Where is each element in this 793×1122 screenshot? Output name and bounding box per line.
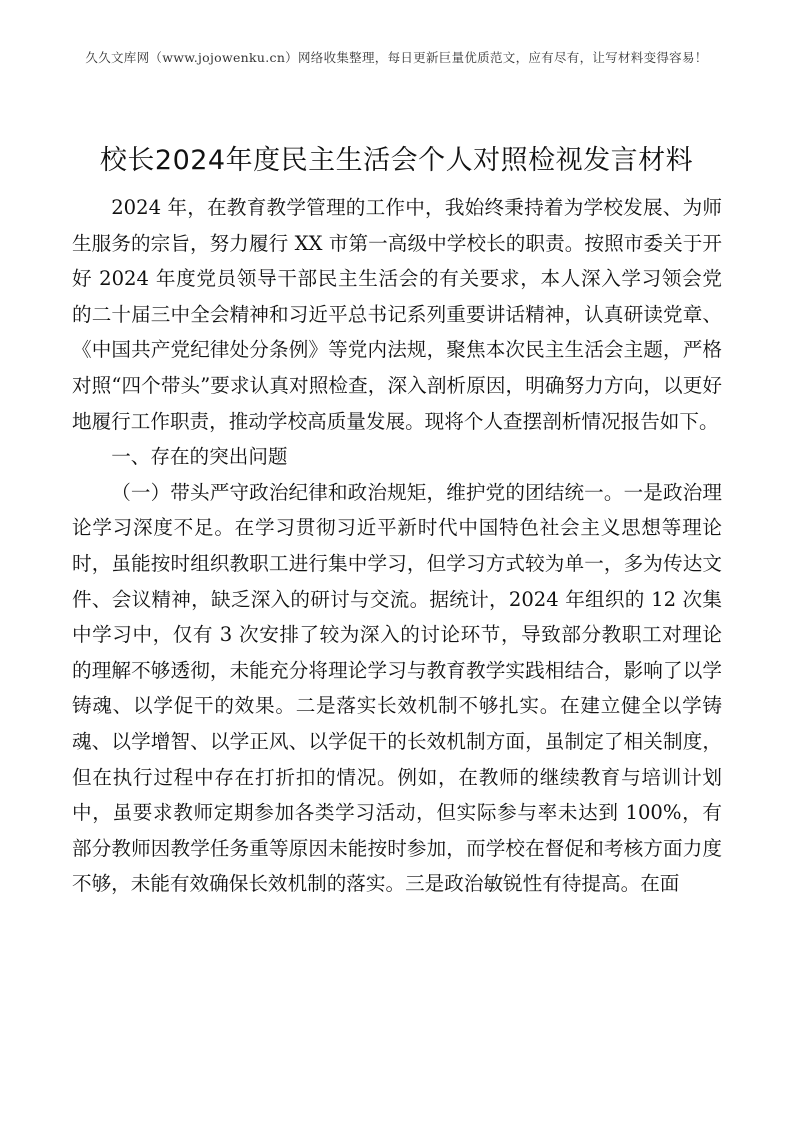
page-title: 校长2024年度民主生活会个人对照检视发言材料 xyxy=(99,145,694,176)
document-body xyxy=(72,190,722,902)
header-note: 久久文库网（www.jojowenku.cn）网络收集整理，每日更新巨量优质范文，应有尽有，让写材料变得容易！ xyxy=(85,50,708,65)
body-paragraph: （一）带头严守政治纪律和政治规矩，维护党的团结统一。一是政治理论学习深度不足。在学习贯彻习近平新时代中国特色社会主义思想等理论时，虽能按时组织教职工进行集中学习，但学习方式较为单一，多为传达文件、会议精神，缺乏深入的研讨与交流。据统计，2024 年组织的 12 次集中学习中，仅有 3 次安排了较为深入的讨论环节，导致部分教职工对理论的理解不够透彻，未能充分将理论学习与教育教学实践相结合，影响了以学铸魂、以学促干的效果。二是落实长效机制不够扎实。在建立健全以学铸魂、以学增智、以学正风、以学促干的长效机制方面，虽制定了相关制度，但在执行过程中存在打折扣的情况。例如，在教师的继续教育与培训计划中，虽要求教师定期参加各类学习活动，但实际参与率未达到 100%，有部分教师因教学任务重等原因未能按时参加，而学校在督促和考核方面力度不够，未能有效确保长效机制的落实。三是政治敏锐性有待提高。在面 xyxy=(72,480,722,896)
section-heading: 一、存在的突出问题 xyxy=(111,445,288,469)
intro-paragraph: 2024 年，在教育教学管理的工作中，我始终秉持着为学校发展、为师生服务的宗旨，努力履行 XX 市第一高级中学校长的职责。按照市委关于开好 2024 年度党员领导干部民主生活会的有关要求，本人深入学习领会党的二十届三中全会精神和习近平总书记系列重要讲话精神，认真研读党章、《中国共产党纪律处分条例》等党内法规，聚焦本次民主生活会主题，严格对照“四个带头”要求认真对照检查，深入剖析原因，明确努力方向，以更好地履行工作职责，推动学校高质量发展。现将个人查摆剖析情况报告如下。 xyxy=(72,196,722,433)
